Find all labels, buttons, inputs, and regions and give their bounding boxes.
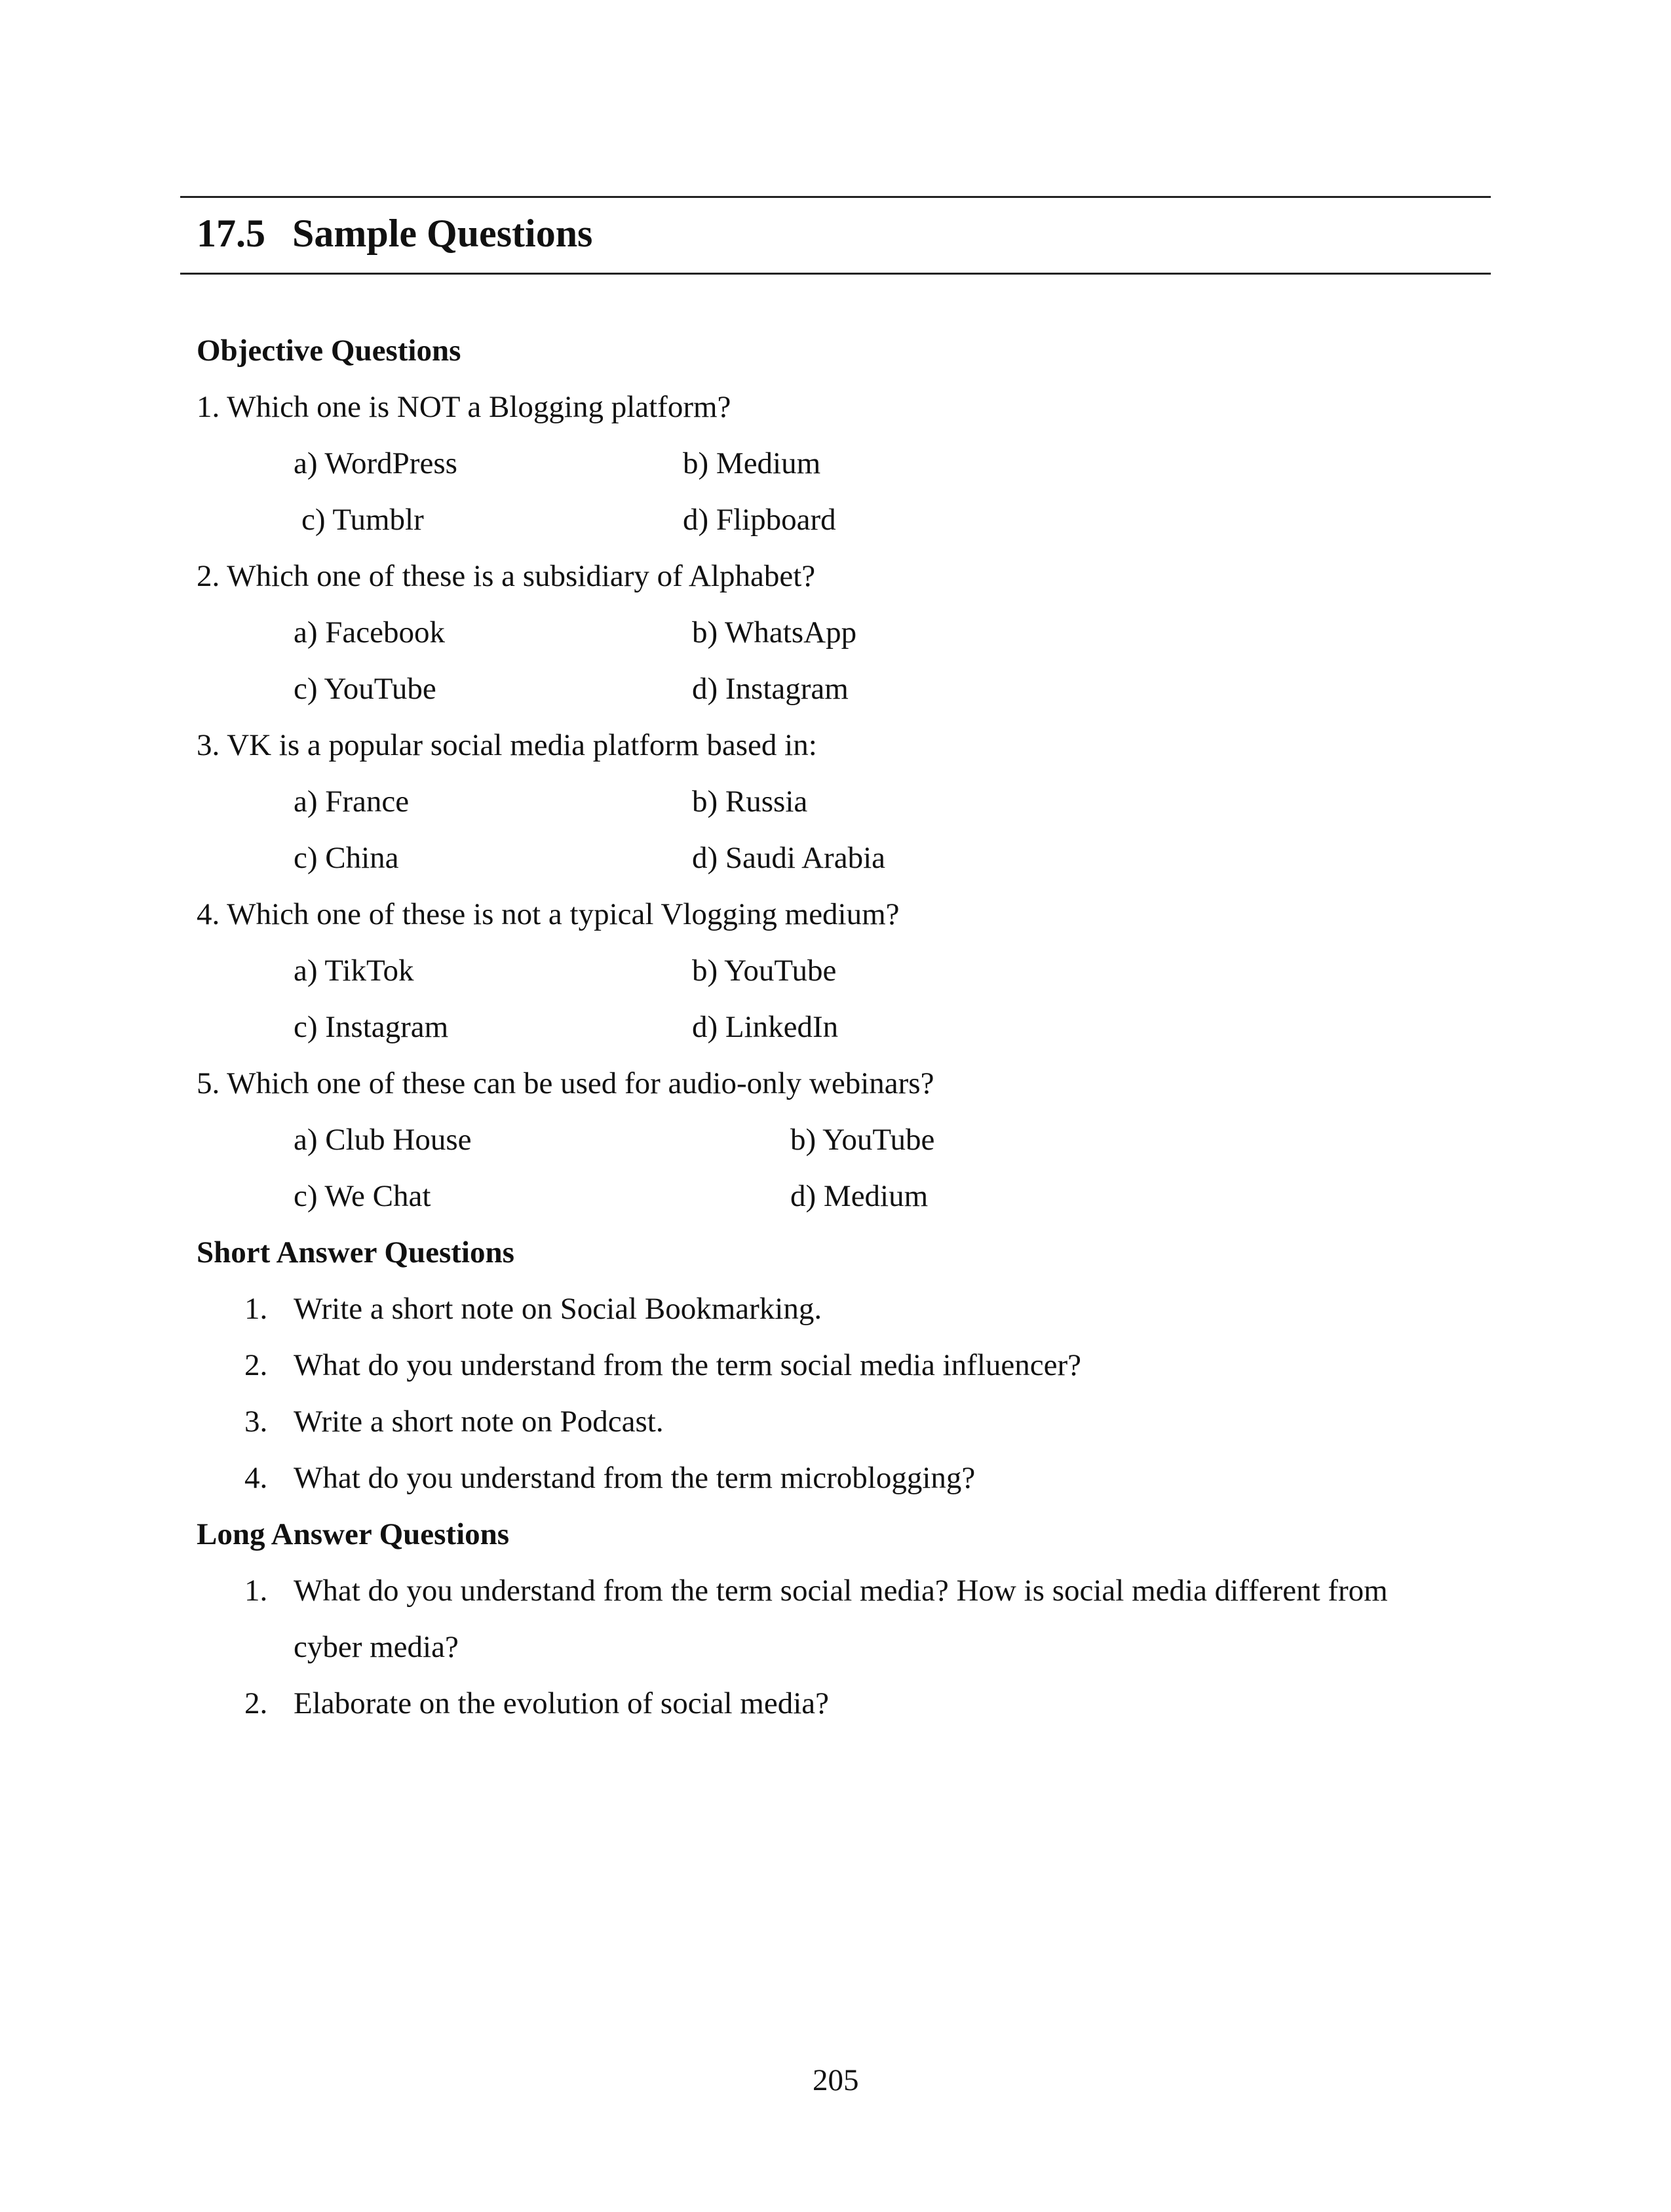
page-number: 205 (813, 2063, 859, 2097)
option-b: b) Russia (692, 785, 808, 819)
top-rule (180, 196, 1491, 198)
option-a: a) WordPress (294, 446, 457, 480)
option-d: d) Flipboard (683, 503, 836, 537)
question-stem: 5. Which one of these can be used for audio-only webinars? (197, 1066, 934, 1100)
list-item-continuation: cyber media? (294, 1630, 459, 1664)
list-item: What do you understand from the term social media? How is social media different from (294, 1574, 1388, 1608)
list-number: 1. (244, 1292, 268, 1326)
list-item: What do you understand from the term social media influencer? (294, 1348, 1081, 1382)
short-answer-heading: Short Answer Questions (197, 1235, 514, 1270)
option-b: b) YouTube (692, 954, 837, 988)
bottom-rule (180, 273, 1491, 275)
option-c: c) Tumblr (301, 503, 424, 537)
question-stem: 3. VK is a popular social media platform based in: (197, 728, 817, 762)
option-a: a) TikTok (294, 954, 414, 988)
list-item: What do you understand from the term microblogging? (294, 1461, 976, 1495)
option-d: d) Instagram (692, 672, 849, 706)
option-c: c) We Chat (294, 1179, 431, 1213)
option-b: b) WhatsApp (692, 615, 857, 650)
long-answer-heading: Long Answer Questions (197, 1517, 510, 1551)
option-d: d) Saudi Arabia (692, 841, 885, 875)
list-number: 2. (244, 1686, 268, 1720)
section-number: 17.5 (197, 212, 265, 255)
option-b: b) YouTube (790, 1123, 935, 1157)
section-title: Sample Questions (292, 212, 593, 255)
question-stem: 1. Which one is NOT a Blogging platform? (197, 390, 731, 424)
option-d: d) LinkedIn (692, 1010, 839, 1044)
option-a: a) France (294, 785, 410, 819)
list-number: 1. (244, 1574, 268, 1608)
objective-heading: Objective Questions (197, 334, 461, 368)
option-a: a) Club House (294, 1123, 472, 1157)
question-stem: 4. Which one of these is not a typical Vlogging medium? (197, 897, 900, 931)
option-a: a) Facebook (294, 615, 445, 650)
list-item: Elaborate on the evolution of social media? (294, 1686, 829, 1720)
option-c: c) YouTube (294, 672, 436, 706)
option-d: d) Medium (790, 1179, 929, 1213)
list-number: 2. (244, 1348, 268, 1382)
option-c: c) Instagram (294, 1010, 449, 1044)
question-stem: 2. Which one of these is a subsidiary of Alphabet? (197, 559, 816, 593)
list-number: 4. (244, 1461, 268, 1495)
option-b: b) Medium (683, 446, 821, 480)
list-item: Write a short note on Podcast. (294, 1405, 664, 1439)
option-c: c) China (294, 841, 399, 875)
list-item: Write a short note on Social Bookmarking. (294, 1292, 822, 1326)
section-heading (197, 211, 592, 256)
list-number: 3. (244, 1405, 268, 1439)
